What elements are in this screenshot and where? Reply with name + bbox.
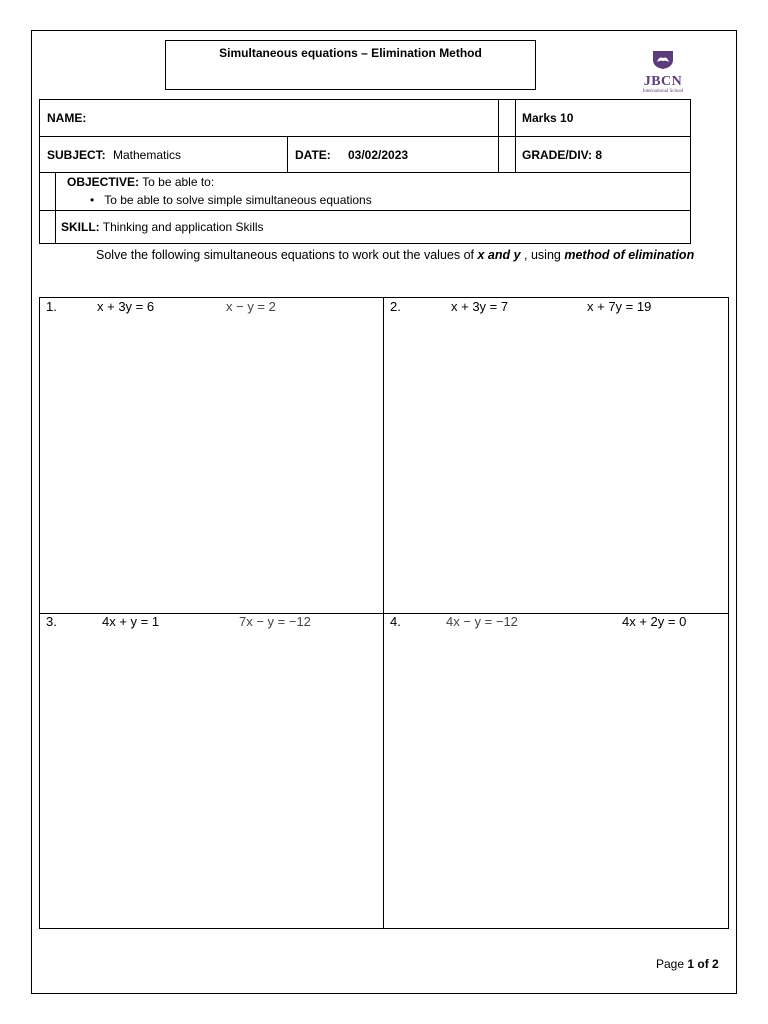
skill-margin bbox=[39, 210, 56, 244]
equation-2: 7x − y = −12 bbox=[239, 614, 311, 629]
shield-icon bbox=[650, 50, 676, 70]
worksheet-title bbox=[165, 40, 536, 90]
question-number: 2. bbox=[390, 299, 401, 314]
instructions-mid: , using bbox=[520, 248, 565, 262]
equation-1: 4x + y = 1 bbox=[102, 614, 160, 629]
objective-margin bbox=[39, 172, 56, 211]
skill-line bbox=[61, 220, 264, 234]
question-number: 1. bbox=[46, 299, 57, 314]
subject-value: Mathematics bbox=[113, 148, 182, 162]
instructions bbox=[46, 246, 706, 265]
equation-2: 4x + 2y = 0 bbox=[622, 614, 687, 629]
page-label: Page bbox=[656, 957, 685, 971]
equation-1: x + 3y = 6 bbox=[97, 299, 155, 314]
objective-line bbox=[67, 175, 214, 189]
instructions-method: method of elimination bbox=[564, 248, 695, 262]
equation-2: x + 7y = 19 bbox=[587, 299, 652, 314]
date-value: 03/02/2023 bbox=[348, 148, 409, 162]
equation-1: x + 3y = 7 bbox=[451, 299, 509, 314]
equation-2: x − y = 2 bbox=[226, 299, 276, 314]
logo-text: JBCN bbox=[643, 74, 683, 89]
school-logo bbox=[632, 50, 694, 94]
skill-label: SKILL: bbox=[61, 220, 100, 234]
logo-subtext: International School bbox=[642, 89, 684, 94]
spacer-cell bbox=[498, 136, 516, 173]
skill-text: Thinking and application Skills bbox=[102, 220, 264, 234]
date-label: DATE: bbox=[295, 148, 331, 162]
page-number bbox=[656, 957, 719, 971]
grade-label: GRADE/DIV: 8 bbox=[522, 148, 603, 162]
equation-1: 4x − y = −12 bbox=[446, 614, 518, 629]
question-number: 3. bbox=[46, 614, 57, 629]
subject-label: SUBJECT: bbox=[47, 148, 106, 162]
objective-bullet: To be able to solve simple simultaneous equations bbox=[104, 193, 372, 207]
instructions-prefix: Solve the following simultaneous equations to work out the values of bbox=[96, 248, 478, 262]
objective-bullet-line bbox=[90, 193, 372, 207]
name-label: NAME: bbox=[47, 111, 87, 125]
question-number: 4. bbox=[390, 614, 401, 629]
bullet-icon: • bbox=[90, 193, 95, 207]
objective-label: OBJECTIVE: bbox=[67, 175, 140, 189]
marks-label: Marks 10 bbox=[522, 111, 574, 125]
title-text: Simultaneous equations – Elimination Method bbox=[219, 46, 482, 60]
instructions-vars: x and y bbox=[477, 248, 521, 262]
name-cell bbox=[39, 99, 499, 137]
spacer-cell bbox=[498, 99, 516, 137]
page-of: 1 of 2 bbox=[687, 957, 719, 971]
objective-text: To be able to: bbox=[142, 175, 215, 189]
